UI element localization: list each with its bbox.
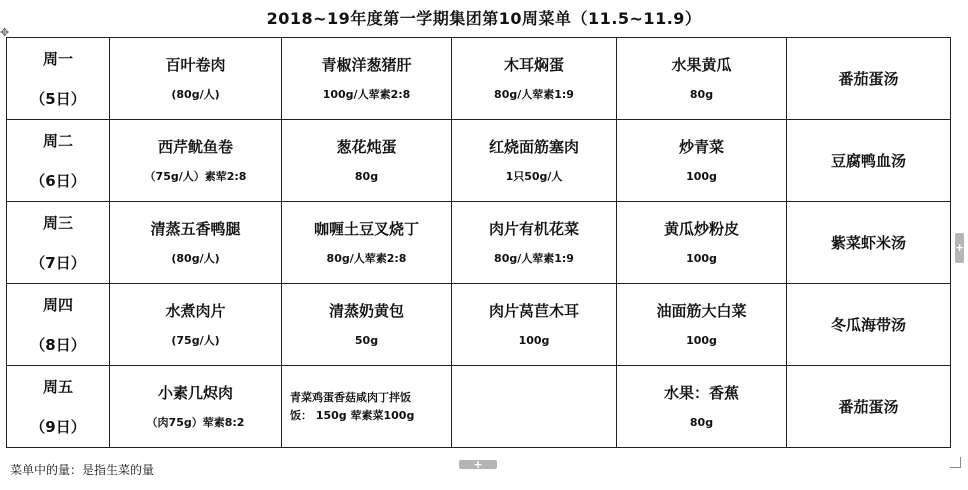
day-cell (7, 284, 110, 366)
dish-name: 清蒸五香鸭腿 (150, 220, 241, 238)
soup-name: 番茄蛋汤 (838, 70, 899, 88)
dish-portion: 100g (518, 334, 550, 347)
table-row (7, 38, 951, 120)
dish-portion: （肉75g）荤素8:2 (146, 416, 245, 429)
add-row-handle-icon[interactable]: + (459, 460, 497, 469)
dish-cell (617, 202, 787, 284)
soup-name: 紫菜虾米汤 (830, 234, 906, 252)
add-column-handle-icon[interactable]: + (955, 233, 964, 263)
dish-name: 青菜鸡蛋香菇咸肉丁拌饭 (290, 390, 411, 404)
dish-cell (110, 38, 282, 120)
dish-portion: 1只50g/人 (505, 170, 563, 183)
day-cell (7, 120, 110, 202)
footnote: 菜单中的量：是指生菜的量 (10, 463, 155, 477)
day-date: （7日） (30, 253, 86, 272)
day-date: （8日） (30, 335, 86, 354)
soup-cell (787, 284, 951, 366)
dish-cell (617, 120, 787, 202)
dish-cell (282, 38, 452, 120)
dish-cell (282, 366, 452, 448)
day-date: （6日） (30, 171, 86, 190)
dish-cell (110, 120, 282, 202)
dish-portion: 100g (686, 334, 717, 347)
dish-portion: 80g (354, 170, 379, 183)
table-row (7, 366, 951, 448)
dish-cell (110, 202, 282, 284)
dish-portion: 100g/人荤素2:8 (322, 88, 411, 101)
dish-portion: 80g/人荤素1:9 (494, 88, 574, 101)
table-row (7, 120, 951, 202)
day-date: （5日） (30, 89, 86, 108)
dish-cell (282, 284, 452, 366)
dish-portion: 50g (354, 334, 379, 347)
dish-name: 肉片莴苣木耳 (488, 302, 579, 320)
dish-cell (617, 38, 787, 120)
menu-table (6, 37, 951, 448)
dish-name: 木耳焖蛋 (503, 56, 564, 74)
dish-cell (617, 284, 787, 366)
soup-cell (787, 366, 951, 448)
table-row (7, 202, 951, 284)
soup-name: 冬瓜海带汤 (830, 316, 906, 334)
day-name: 周二 (42, 131, 73, 150)
dish-portion: (80g/人) (171, 252, 220, 265)
dish-name: 葱花炖蛋 (336, 138, 397, 156)
dish-name: 水果：香蕉 (663, 384, 739, 402)
dish-portion: (75g/人) (171, 334, 220, 347)
dish-portion: 80g/人荤素2:8 (326, 252, 407, 265)
dish-portion: (80g/人) (171, 88, 220, 101)
dish-portion: 80g (689, 416, 714, 429)
dish-name: 黄瓜炒粉皮 (663, 220, 739, 238)
day-name: 周四 (42, 295, 73, 314)
day-cell (7, 202, 110, 284)
dish-name: 水果黄瓜 (671, 56, 732, 74)
day-cell (7, 38, 110, 120)
day-cell (7, 366, 110, 448)
dish-cell (110, 366, 282, 448)
soup-cell (787, 120, 951, 202)
dish-cell (452, 284, 617, 366)
day-name: 周一 (42, 49, 73, 68)
dish-cell (110, 284, 282, 366)
dish-portion: 80g (689, 88, 714, 101)
dish-name: 咖喱土豆叉烧丁 (313, 220, 419, 238)
dish-name: 百叶卷肉 (165, 56, 226, 74)
dish-portion: 100g (686, 252, 717, 265)
day-name: 周三 (42, 213, 73, 232)
dish-portion: 饭： 150g 荤素菜100g (290, 408, 415, 422)
dish-portion: （75g/人）素荤2:8 (144, 170, 247, 183)
dish-portion: 100g (686, 170, 717, 183)
dish-cell (452, 120, 617, 202)
page-title: 2018~19年度第一学期集团第10周菜单（11.5~11.9） (266, 9, 702, 28)
dish-name: 炒青菜 (678, 138, 724, 156)
dish-cell (282, 202, 452, 284)
day-date: （9日） (30, 417, 86, 436)
dish-name: 油面筋大白菜 (656, 302, 747, 320)
dish-name: 青椒洋葱猪肝 (321, 56, 412, 74)
dish-name: 清蒸奶黄包 (328, 302, 404, 320)
dish-name: 水煮肉片 (165, 302, 226, 320)
dish-cell (452, 38, 617, 120)
dish-portion: 80g/人荤素1:9 (494, 252, 574, 265)
table-resize-handle-icon[interactable] (950, 457, 961, 468)
dish-cell (282, 120, 452, 202)
dish-name: 红烧面筋塞肉 (488, 138, 579, 156)
dish-cell (452, 366, 617, 448)
table-move-handle-icon[interactable]: ✥ (0, 26, 10, 39)
soup-cell (787, 38, 951, 120)
soup-name: 豆腐鸭血汤 (830, 152, 906, 170)
soup-cell (787, 202, 951, 284)
dish-name: 小素几烬肉 (157, 384, 233, 402)
day-name: 周五 (42, 377, 73, 396)
dish-name: 西芹鱿鱼卷 (157, 138, 233, 156)
dish-cell (452, 202, 617, 284)
table-row (7, 284, 951, 366)
dish-cell (617, 366, 787, 448)
soup-name: 番茄蛋汤 (838, 398, 899, 416)
dish-name: 肉片有机花菜 (488, 220, 579, 238)
